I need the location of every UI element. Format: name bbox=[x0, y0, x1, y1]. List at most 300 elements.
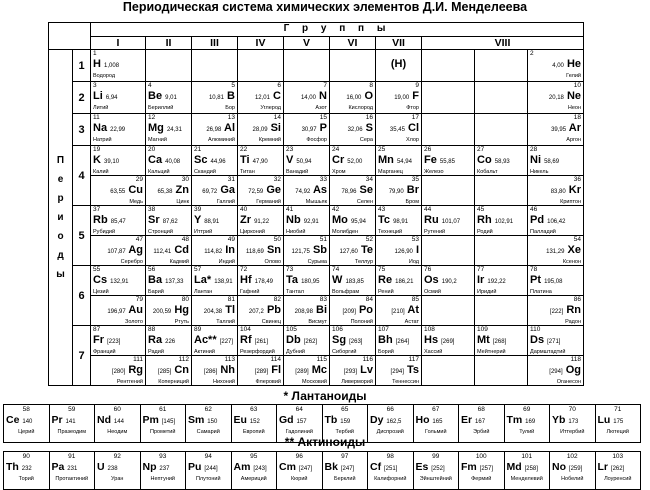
atomic-number: 68 bbox=[477, 406, 485, 413]
element-symbol bbox=[424, 334, 454, 346]
element-cell-O[interactable] bbox=[330, 82, 376, 114]
element-symbol bbox=[332, 274, 364, 286]
element-cell-He[interactable] bbox=[528, 50, 584, 82]
atomic-number: 34 bbox=[365, 176, 373, 183]
element-cell-Ta[interactable] bbox=[284, 266, 330, 296]
element-name: Литий bbox=[93, 105, 109, 111]
atomic-number: 6 bbox=[277, 82, 281, 89]
symbol-text: Hf bbox=[240, 274, 252, 286]
element-cell-Bh[interactable] bbox=[376, 326, 422, 356]
atomic-number: 51 bbox=[319, 236, 327, 243]
element-name: Кюрий bbox=[290, 476, 308, 482]
symbol-text: Pm bbox=[142, 414, 159, 426]
symbol-text: He bbox=[566, 58, 581, 70]
symbol-text: Pb bbox=[266, 304, 281, 316]
symbol-text: Ag bbox=[128, 244, 143, 256]
atomic-number: 10 bbox=[573, 82, 581, 89]
element-cell-Kr[interactable] bbox=[528, 176, 584, 206]
symbol-text: Hg bbox=[174, 304, 189, 316]
element-name: Свинец bbox=[261, 319, 281, 325]
empty-cell bbox=[192, 50, 238, 82]
atomic-number: 15 bbox=[319, 114, 327, 121]
symbol-text: Mc bbox=[311, 364, 327, 376]
group-header-I: I bbox=[91, 37, 146, 50]
element-symbol bbox=[93, 122, 125, 134]
actinide-cell-No[interactable] bbox=[550, 452, 596, 490]
element-cell-W[interactable] bbox=[330, 266, 376, 296]
atomic-number: 98 bbox=[386, 453, 394, 460]
element-cell-Co[interactable] bbox=[475, 146, 528, 176]
symbol-text: Pt bbox=[530, 274, 541, 286]
element-cell-In[interactable] bbox=[192, 236, 238, 266]
atomic-mass: 88,91 bbox=[204, 219, 220, 225]
element-symbol bbox=[530, 274, 562, 286]
hydrogen-placeholder-cell bbox=[376, 50, 422, 82]
element-cell-Sg[interactable] bbox=[330, 326, 376, 356]
element-name: Уран bbox=[111, 476, 124, 482]
element-cell-Og[interactable] bbox=[528, 356, 584, 386]
actinide-cell-Cf[interactable] bbox=[368, 452, 414, 490]
atomic-mass: 9,01 bbox=[165, 95, 177, 101]
element-cell-Ru[interactable] bbox=[422, 206, 475, 236]
element-cell-I[interactable] bbox=[376, 236, 422, 266]
element-symbol bbox=[302, 122, 327, 134]
symbol-text: Cl bbox=[408, 122, 419, 134]
atomic-number: 36 bbox=[573, 176, 581, 183]
element-cell-Fl[interactable] bbox=[238, 356, 284, 386]
symbol-text: Ho bbox=[415, 414, 430, 426]
symbol-text: Cs bbox=[93, 274, 108, 286]
element-name: Бром bbox=[405, 199, 419, 205]
atomic-number: 99 bbox=[432, 453, 440, 460]
symbol-text: Al bbox=[224, 122, 235, 134]
atomic-number: 76 bbox=[424, 266, 432, 273]
symbol-text: Tc bbox=[378, 214, 391, 226]
element-cell-Hg[interactable] bbox=[146, 296, 192, 326]
page-title: Периодическая система химических элементов Д.И. Менделеева bbox=[122, 0, 528, 14]
atomic-number: 70 bbox=[568, 406, 576, 413]
element-cell-Hs[interactable] bbox=[422, 326, 475, 356]
symbol-text: Po bbox=[358, 304, 373, 316]
atomic-mass: [262] bbox=[610, 466, 625, 472]
element-cell-Os[interactable] bbox=[422, 266, 475, 296]
symbol-text: Cu bbox=[128, 184, 143, 196]
period-number-5: 5 bbox=[73, 206, 91, 266]
atomic-number: 117 bbox=[408, 356, 419, 363]
element-symbol bbox=[93, 334, 120, 346]
element-name: Эйнштейний bbox=[419, 476, 452, 482]
element-cell-Sb[interactable] bbox=[284, 236, 330, 266]
element-cell-Br[interactable] bbox=[376, 176, 422, 206]
group-header-VI: VI bbox=[330, 37, 376, 50]
atomic-mass: 101,07 bbox=[441, 219, 461, 225]
actinide-cell-Lr[interactable] bbox=[595, 452, 641, 490]
element-cell-S[interactable] bbox=[330, 114, 376, 146]
period-number-3: 3 bbox=[73, 114, 91, 146]
element-name: Вольфрам bbox=[332, 289, 360, 295]
group-header-V: V bbox=[284, 37, 330, 50]
atomic-number: 2 bbox=[530, 50, 534, 57]
element-symbol bbox=[295, 184, 327, 196]
atomic-mass: 190,2 bbox=[441, 279, 457, 285]
element-cell-Au[interactable] bbox=[91, 296, 146, 326]
atomic-number: 112 bbox=[178, 356, 189, 363]
element-cell-Ne[interactable] bbox=[528, 82, 584, 114]
element-cell-Cs[interactable] bbox=[91, 266, 146, 296]
element-cell-Nh[interactable] bbox=[192, 356, 238, 386]
element-cell-Cu[interactable] bbox=[91, 176, 146, 206]
element-cell-Li[interactable] bbox=[91, 82, 146, 114]
element-symbol bbox=[93, 154, 119, 166]
element-cell-C[interactable] bbox=[238, 82, 284, 114]
element-cell-Po[interactable] bbox=[330, 296, 376, 326]
element-cell-Rn[interactable] bbox=[528, 296, 584, 326]
element-cell-Cd[interactable] bbox=[146, 236, 192, 266]
element-symbol bbox=[477, 214, 513, 226]
element-name: Рубидий bbox=[93, 229, 116, 235]
element-name: Таллий bbox=[216, 319, 235, 325]
element-symbol bbox=[390, 122, 419, 134]
element-name: Технеций bbox=[378, 229, 403, 235]
element-cell-Cn[interactable] bbox=[146, 356, 192, 386]
symbol-text: Fr bbox=[93, 334, 104, 346]
element-cell-Sr[interactable] bbox=[146, 206, 192, 236]
element-name: Титан bbox=[240, 169, 255, 175]
atomic-mass: 79,90 bbox=[388, 189, 404, 195]
element-cell-Na[interactable] bbox=[91, 114, 146, 146]
element-cell-Si[interactable] bbox=[238, 114, 284, 146]
element-symbol bbox=[279, 461, 312, 473]
element-name: Лютеций bbox=[606, 429, 629, 435]
element-symbol bbox=[202, 184, 235, 196]
empty-cell bbox=[475, 296, 528, 326]
actinide-cell-U[interactable] bbox=[95, 452, 141, 490]
element-cell-Sn[interactable] bbox=[238, 236, 284, 266]
element-cell-Db[interactable] bbox=[284, 326, 330, 356]
element-cell-N[interactable] bbox=[284, 82, 330, 114]
element-cell-Ac[interactable] bbox=[192, 326, 238, 356]
element-cell-Xe[interactable] bbox=[528, 236, 584, 266]
atomic-mass: 72,59 bbox=[248, 189, 264, 195]
atomic-number: 7 bbox=[323, 82, 327, 89]
element-cell-Fe[interactable] bbox=[422, 146, 475, 176]
corner bbox=[49, 23, 91, 50]
atomic-number: 100 bbox=[475, 453, 487, 460]
element-cell-Lv[interactable] bbox=[330, 356, 376, 386]
element-name: Дубний bbox=[286, 349, 305, 355]
element-cell-Ti[interactable] bbox=[238, 146, 284, 176]
atomic-mass: [268] bbox=[492, 339, 507, 345]
element-cell-Mo[interactable] bbox=[330, 206, 376, 236]
atomic-mass: 74,92 bbox=[295, 189, 311, 195]
atomic-number: 109 bbox=[477, 326, 488, 333]
atomic-mass: 132,91 bbox=[110, 279, 129, 285]
atomic-mass: 140 bbox=[22, 419, 33, 425]
atomic-number: 24 bbox=[332, 146, 340, 153]
element-symbol bbox=[204, 364, 235, 376]
element-name: Родий bbox=[477, 229, 493, 235]
actinide-cell-Pa[interactable] bbox=[49, 452, 95, 490]
actinide-cell-Md[interactable] bbox=[504, 452, 550, 490]
atomic-number: 63 bbox=[250, 406, 258, 413]
element-cell-Mn[interactable] bbox=[376, 146, 422, 176]
element-name: Магний bbox=[148, 137, 167, 143]
atomic-mass: 24,31 bbox=[166, 127, 182, 133]
atomic-mass: 26,98 bbox=[206, 127, 222, 133]
empty-cell bbox=[422, 82, 475, 114]
atomic-number: 74 bbox=[332, 266, 340, 273]
element-cell-Zr[interactable] bbox=[238, 206, 284, 236]
atomic-mass: 165 bbox=[432, 419, 443, 425]
actinide-cell-Np[interactable] bbox=[140, 452, 186, 490]
element-cell-Ca[interactable] bbox=[146, 146, 192, 176]
element-name: Диспрозий bbox=[376, 429, 404, 435]
element-cell-At[interactable] bbox=[376, 296, 422, 326]
element-cell-Fr[interactable] bbox=[91, 326, 146, 356]
symbol-text: At bbox=[407, 304, 419, 316]
element-cell-Sc[interactable] bbox=[192, 146, 238, 176]
atomic-number: 31 bbox=[227, 176, 235, 183]
atomic-number: 115 bbox=[316, 356, 327, 363]
element-symbol bbox=[378, 274, 413, 286]
atomic-mass: [258] bbox=[524, 466, 538, 472]
element-name: Барий bbox=[148, 289, 164, 295]
symbol-text: Mg bbox=[148, 122, 164, 134]
atomic-mass: 12,01 bbox=[254, 95, 270, 101]
atomic-number: 40 bbox=[240, 206, 248, 213]
element-cell-Y[interactable] bbox=[192, 206, 238, 236]
symbol-text: Br bbox=[406, 184, 419, 196]
element-name: Галлий bbox=[216, 199, 235, 205]
symbol-text: Li bbox=[93, 90, 103, 102]
element-symbol bbox=[477, 334, 506, 346]
element-cell-Ba[interactable] bbox=[146, 266, 192, 296]
atomic-mass: 39,95 bbox=[551, 127, 567, 133]
element-name: Иттрий bbox=[194, 229, 213, 235]
element-cell-Bi[interactable] bbox=[284, 296, 330, 326]
atomic-mass: [294] bbox=[390, 369, 404, 375]
element-cell-Ge[interactable] bbox=[238, 176, 284, 206]
element-name: Натрий bbox=[93, 137, 112, 143]
element-cell-H[interactable] bbox=[91, 50, 146, 82]
element-cell-V[interactable] bbox=[284, 146, 330, 176]
element-symbol bbox=[301, 90, 327, 102]
element-name: Празеодим bbox=[57, 429, 87, 435]
atomic-mass: [209] bbox=[342, 309, 356, 315]
element-cell-Ar[interactable] bbox=[528, 114, 584, 146]
element-symbol bbox=[107, 304, 143, 316]
element-cell-Al[interactable] bbox=[192, 114, 238, 146]
element-cell-Rb[interactable] bbox=[91, 206, 146, 236]
element-symbol bbox=[204, 304, 235, 316]
element-cell-Mt[interactable] bbox=[475, 326, 528, 356]
element-symbol bbox=[370, 414, 401, 426]
atomic-number: 96 bbox=[295, 453, 303, 460]
element-cell-Zn[interactable] bbox=[146, 176, 192, 206]
element-cell-Ag[interactable] bbox=[91, 236, 146, 266]
element-cell-Nb[interactable] bbox=[284, 206, 330, 236]
symbol-text: Cf bbox=[370, 461, 382, 473]
symbol-text: Na bbox=[93, 122, 108, 134]
element-cell-Ds[interactable] bbox=[528, 326, 584, 356]
element-cell-Rh[interactable] bbox=[475, 206, 528, 236]
element-symbol bbox=[246, 244, 281, 256]
periods-letter: ы bbox=[56, 269, 65, 280]
atomic-mass: [145] bbox=[161, 419, 176, 425]
periods-letter: е bbox=[57, 174, 64, 185]
atomic-number: 14 bbox=[273, 114, 281, 121]
atomic-number: 72 bbox=[240, 266, 248, 273]
element-symbol bbox=[240, 274, 273, 286]
periods-letter: о bbox=[57, 231, 64, 242]
element-cell-Re[interactable] bbox=[376, 266, 422, 296]
element-cell-Tl[interactable] bbox=[192, 296, 238, 326]
symbol-text: Er bbox=[461, 414, 473, 426]
atomic-number: 23 bbox=[286, 146, 294, 153]
actinide-cell-Fm[interactable] bbox=[459, 452, 505, 490]
element-name: Ванадий bbox=[286, 169, 309, 175]
atomic-number: 93 bbox=[159, 453, 167, 460]
element-cell-Hf[interactable] bbox=[238, 266, 284, 296]
element-cell-Rf[interactable] bbox=[238, 326, 284, 356]
symbol-text: Ce bbox=[6, 414, 20, 426]
element-cell-F[interactable] bbox=[376, 82, 422, 114]
element-cell-Te[interactable] bbox=[330, 236, 376, 266]
element-cell-P[interactable] bbox=[284, 114, 330, 146]
symbol-text: Kr bbox=[568, 184, 581, 196]
symbol-text: Te bbox=[360, 244, 373, 256]
element-name: Ливерморий bbox=[341, 379, 373, 385]
atomic-number: 9 bbox=[415, 82, 419, 89]
symbol-text: Sr bbox=[148, 214, 160, 226]
element-cell-Ir[interactable] bbox=[475, 266, 528, 296]
atomic-mass: [294] bbox=[549, 369, 563, 375]
element-name: Платина bbox=[530, 289, 552, 295]
element-cell-Mc[interactable] bbox=[284, 356, 330, 386]
element-name: Сиборгий bbox=[332, 349, 357, 355]
element-cell-Tc[interactable] bbox=[376, 206, 422, 236]
element-cell-Ga[interactable] bbox=[192, 176, 238, 206]
actinide-cell-Es[interactable] bbox=[413, 452, 459, 490]
element-cell-Be[interactable] bbox=[146, 82, 192, 114]
element-name: Гафний bbox=[240, 289, 260, 295]
element-symbol bbox=[286, 334, 317, 346]
element-symbol bbox=[340, 244, 373, 256]
element-name: Резерфордий bbox=[240, 349, 275, 355]
atomic-mass: 98,91 bbox=[393, 219, 409, 225]
atomic-mass: 192,22 bbox=[487, 279, 506, 285]
atomic-mass: 83,80 bbox=[550, 189, 566, 195]
element-name: Золото bbox=[125, 319, 143, 325]
element-cell-Cl[interactable] bbox=[376, 114, 422, 146]
empty-cell bbox=[146, 50, 192, 82]
element-name: Рутений bbox=[424, 229, 446, 235]
actinide-cell-Cm[interactable] bbox=[277, 452, 323, 490]
element-name: Прометий bbox=[150, 429, 176, 435]
element-symbol bbox=[598, 414, 624, 426]
element-cell-B[interactable] bbox=[192, 82, 238, 114]
element-name: Германий bbox=[256, 199, 281, 205]
element-name: Висмут bbox=[308, 319, 327, 325]
element-symbol bbox=[148, 122, 182, 134]
element-symbol bbox=[148, 90, 177, 102]
element-cell-Pb[interactable] bbox=[238, 296, 284, 326]
element-name: Оганесон bbox=[556, 379, 581, 385]
element-symbol bbox=[325, 414, 351, 426]
element-name: Цезий bbox=[93, 289, 109, 295]
atomic-mass: 35,45 bbox=[389, 127, 405, 133]
element-symbol bbox=[279, 414, 307, 426]
element-cell-Pt[interactable] bbox=[528, 266, 584, 296]
group-header-III: III bbox=[192, 37, 238, 50]
actinide-cell-Am[interactable] bbox=[231, 452, 277, 490]
element-name: Скандий bbox=[194, 169, 216, 175]
element-name: Мышьяк bbox=[305, 199, 327, 205]
period-number-7: 7 bbox=[73, 326, 91, 386]
element-name: Самарий bbox=[196, 429, 220, 435]
element-name: Церий bbox=[18, 429, 35, 435]
element-cell-Rg[interactable] bbox=[91, 356, 146, 386]
atomic-mass: 237 bbox=[159, 466, 170, 472]
atomic-mass: [251] bbox=[384, 466, 398, 472]
element-name: Никель bbox=[530, 169, 549, 175]
element-symbol bbox=[551, 122, 581, 134]
element-cell-K[interactable] bbox=[91, 146, 146, 176]
element-cell-As[interactable] bbox=[284, 176, 330, 206]
element-cell-Cr[interactable] bbox=[330, 146, 376, 176]
element-name: Олово bbox=[264, 259, 281, 265]
atomic-number: 37 bbox=[93, 206, 101, 213]
element-cell-Se[interactable] bbox=[330, 176, 376, 206]
actinide-cell-Pu[interactable] bbox=[186, 452, 232, 490]
atomic-number: 113 bbox=[224, 356, 235, 363]
symbol-text: Ta bbox=[286, 274, 299, 286]
atomic-mass: 85,47 bbox=[110, 219, 126, 225]
element-cell-Ni[interactable] bbox=[528, 146, 584, 176]
atomic-mass: 107,87 bbox=[107, 249, 126, 255]
atomic-mass: [223] bbox=[107, 339, 121, 345]
element-name: Кислород bbox=[348, 105, 373, 111]
element-symbol bbox=[240, 214, 269, 226]
element-cell-Pd[interactable] bbox=[528, 206, 584, 236]
empty-cell bbox=[422, 356, 475, 386]
element-cell-Mg[interactable] bbox=[146, 114, 192, 146]
atomic-number: 80 bbox=[181, 296, 189, 303]
atomic-mass: 159 bbox=[340, 419, 351, 425]
actinide-cell-Th[interactable] bbox=[4, 452, 50, 490]
symbol-text: Co bbox=[477, 154, 492, 166]
element-cell-Ts[interactable] bbox=[376, 356, 422, 386]
actinide-cell-Bk[interactable] bbox=[322, 452, 368, 490]
element-name: Фосфор bbox=[306, 137, 327, 143]
atomic-number: 16 bbox=[365, 114, 373, 121]
atomic-number: 88 bbox=[148, 326, 156, 333]
symbol-text: Lu bbox=[597, 414, 611, 426]
atomic-mass: 180,95 bbox=[301, 279, 320, 285]
symbol-text: Au bbox=[128, 304, 143, 316]
atomic-number: 45 bbox=[477, 206, 485, 213]
atomic-mass: 102,91 bbox=[494, 219, 514, 225]
element-name: Рений bbox=[378, 289, 394, 295]
element-name: Азот bbox=[315, 105, 327, 111]
element-symbol bbox=[507, 414, 536, 426]
element-cell-Ra[interactable] bbox=[146, 326, 192, 356]
element-name: Протактиний bbox=[55, 476, 89, 482]
element-cell-La[interactable] bbox=[192, 266, 238, 296]
element-name: Цирконий bbox=[240, 229, 265, 235]
element-name: Московий bbox=[301, 379, 327, 385]
atomic-number: 118 bbox=[570, 356, 581, 363]
